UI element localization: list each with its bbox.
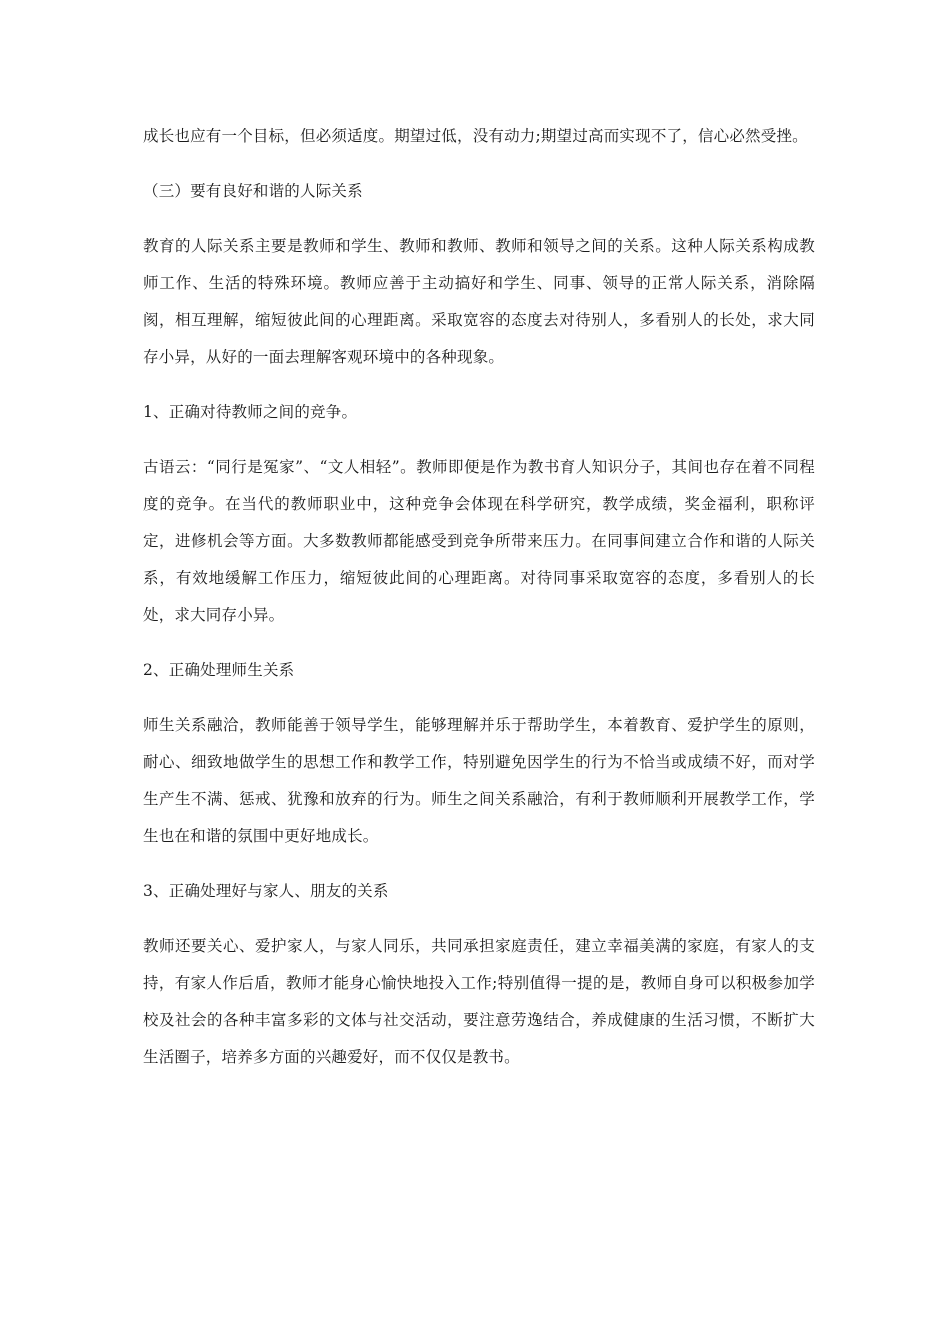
subheading-teacher-student: 2、正确处理师生关系	[143, 661, 295, 679]
paragraph-goal-continuation: 成长也应有一个目标，但必须适度。期望过低，没有动力;期望过高而实现不了，信心必然受挫。	[143, 127, 808, 145]
paragraph-competition: 古语云：“同行是冤家”、“文人相轻”。教师即便是作为教书育人知识分子，其间也存在着不同程度的竞争。在当代的教师职业中，这种竞争会体现在科学研究，教学成绩，奖金福利，职称评定，进修机会等方面。大多数教师都能感受到竞争所带来压力。在同事间建立合作和谐的人际关系，有效地缓解工作压力，缩短彼此间的心理距离。对待同事采取宽容的态度，多看别人的长处，求大同存小异。	[143, 458, 815, 624]
paragraph-teacher-student: 师生关系融洽，教师能善于领导学生，能够理解并乐于帮助学生，本着教育、爱护学生的原则，耐心、细致地做学生的思想工作和教学工作，特别避免因学生的行为不恰当或成绩不好，而对学生产生不满、惩戒、犹豫和放弃的行为。师生之间关系融洽，有利于教师顺利开展教学工作，学生也在和谐的氛围中更好地成长。	[143, 716, 815, 845]
subheading-competition: 1、正确对待教师之间的竞争。	[143, 403, 358, 421]
paragraph-family-friends: 教师还要关心、爱护家人，与家人同乐，共同承担家庭责任，建立幸福美满的家庭，有家人的支持，有家人作后盾，教师才能身心愉快地投入工作;特别值得一提的是，教师自身可以积极参加学校及社会的各种丰富多彩的文体与社交活动，要注意劳逸结合，养成健康的生活习惯，不断扩大生活圈子，培养多方面的兴趣爱好，而不仅仅是教书。	[143, 937, 815, 1066]
subheading-family-friends: 3、正确处理好与家人、朋友的关系	[143, 882, 389, 900]
section-heading-interpersonal: （三）要有良好和谐的人际关系	[143, 182, 363, 200]
document-page	[143, 118, 815, 1076]
paragraph-interpersonal-intro: 教育的人际关系主要是教师和学生、教师和教师、教师和领导之间的关系。这种人际关系构成教师工作、生活的特殊环境。教师应善于主动搞好和学生、同事、领导的正常人际关系，消除隔阂，相互理解，缩短彼此间的心理距离。采取宽容的态度去对待别人，多看别人的长处，求大同存小异，从好的一面去理解客观环境中的各种现象。	[143, 237, 815, 366]
